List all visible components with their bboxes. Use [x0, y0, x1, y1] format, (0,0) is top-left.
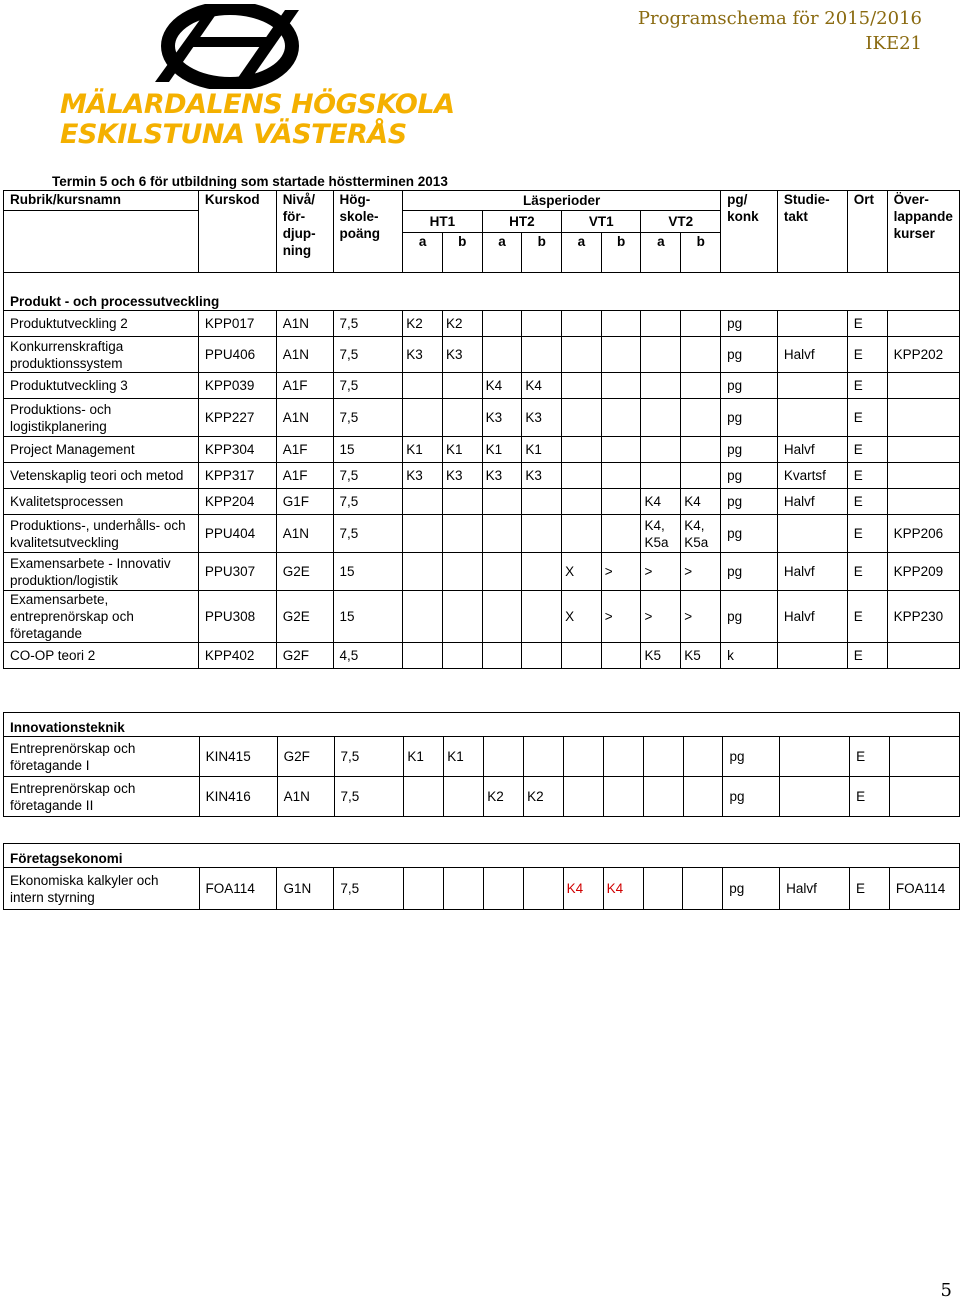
course-credits: 4,5: [333, 643, 403, 669]
course-level: G1F: [276, 489, 333, 515]
course-name: Konkurrenskraftiga produktionssystem: [4, 337, 199, 373]
course-location: E: [850, 737, 890, 777]
course-name: Project Management: [4, 437, 199, 463]
course-overlap: [887, 437, 959, 463]
period-cell: >: [601, 591, 641, 643]
course-code: KPP402: [198, 643, 276, 669]
course-row: [4, 311, 960, 337]
period-cell: [641, 437, 681, 463]
period-cell: [523, 868, 563, 910]
course-pace: [780, 737, 850, 777]
course-pace: Halvf: [777, 591, 847, 643]
period-cell: [482, 591, 522, 643]
period-cell: K1: [442, 437, 482, 463]
course-credits: 7,5: [334, 868, 404, 910]
period-cell: K5: [681, 643, 721, 669]
period-header: HT1: [403, 211, 482, 233]
course-name: Kvalitetsprocessen: [4, 489, 199, 515]
period-cell: [522, 311, 562, 337]
course-level: A1N: [276, 311, 333, 337]
period-cell: K3: [522, 463, 562, 489]
period-cell: [562, 399, 602, 437]
period-cell: [601, 643, 641, 669]
course-row: [4, 643, 960, 669]
period-cell: [442, 373, 482, 399]
course-pace: [777, 643, 847, 669]
period-cell: [562, 489, 602, 515]
course-code: KPP227: [198, 399, 276, 437]
course-grading: pg: [721, 399, 778, 437]
course-grading: pg: [721, 311, 778, 337]
period-cell: [562, 437, 602, 463]
course-credits: 15: [333, 437, 403, 463]
course-location: E: [847, 437, 887, 463]
col-kurskod: Kurskod: [198, 191, 276, 273]
col-rubrik-cont: [4, 211, 199, 233]
period-cell: [404, 777, 444, 817]
period-cell: [683, 777, 723, 817]
period-cell: [681, 311, 721, 337]
period-cell: K4: [563, 868, 603, 910]
period-cell: K3: [522, 399, 562, 437]
period-cell: K5: [641, 643, 681, 669]
period-cell: K2: [442, 311, 482, 337]
period-cell: [522, 337, 562, 373]
period-cell: >: [601, 553, 641, 591]
period-cell: [681, 373, 721, 399]
course-credits: 7,5: [334, 737, 404, 777]
course-name: Examensarbete - Innovativ produktion/logistik: [4, 553, 199, 591]
course-name: Ekonomiska kalkyler och intern styrning: [4, 868, 200, 910]
schedule-table-innovation: [3, 712, 960, 817]
col-rubrik: Rubrik/kursnamn: [4, 191, 199, 211]
period-cell: [403, 515, 443, 553]
period-cell: [524, 737, 564, 777]
period-cell: K4: [603, 868, 643, 910]
course-code: KPP039: [198, 373, 276, 399]
period-cell: [601, 311, 641, 337]
course-name: CO-OP teori 2: [4, 643, 199, 669]
period-cell: [601, 515, 641, 553]
course-name: Produktions-, underhålls- och kvalitetsutveckling: [4, 515, 199, 553]
period-cell: [562, 643, 602, 669]
course-name: Produktutveckling 2: [4, 311, 199, 337]
col-studietakt: Studie- takt: [777, 191, 847, 273]
course-grading: pg: [721, 591, 778, 643]
course-location: E: [847, 463, 887, 489]
course-code: PPU307: [198, 553, 276, 591]
course-code: KIN416: [199, 777, 277, 817]
course-location: E: [847, 337, 887, 373]
period-cell: [442, 399, 482, 437]
period-cell: [483, 868, 523, 910]
course-location: E: [847, 591, 887, 643]
course-level: A1F: [276, 373, 333, 399]
period-cell: [482, 311, 522, 337]
period-cell: [484, 737, 524, 777]
period-cell: [564, 737, 604, 777]
course-pace: Kvartsf: [777, 463, 847, 489]
course-overlap: KPP202: [887, 337, 959, 373]
period-cell: [442, 553, 482, 591]
course-code: PPU308: [198, 591, 276, 643]
course-pace: [777, 399, 847, 437]
course-grading: pg: [721, 515, 778, 553]
course-credits: 7,5: [333, 463, 403, 489]
course-overlap: [887, 399, 959, 437]
period-cell: [603, 777, 643, 817]
period-cell: [444, 777, 484, 817]
course-row: [4, 591, 960, 643]
period-header: VT2: [641, 211, 721, 233]
course-name: Vetenskaplig teori och metod: [4, 463, 199, 489]
period-cell: [562, 463, 602, 489]
period-cell: K4: [522, 373, 562, 399]
col-rubrik-cont: [4, 233, 199, 273]
period-cell: [641, 399, 681, 437]
course-credits: 7,5: [333, 399, 403, 437]
period-cell: [601, 399, 641, 437]
period-cell: K3: [442, 463, 482, 489]
period-cell: [681, 463, 721, 489]
course-grading: pg: [723, 737, 780, 777]
course-credits: 7,5: [333, 515, 403, 553]
course-code: KPP304: [198, 437, 276, 463]
period-cell: [404, 868, 444, 910]
course-pace: Halvf: [777, 489, 847, 515]
subperiod-header: a: [482, 233, 522, 273]
period-cell: [403, 373, 443, 399]
period-cell: [641, 337, 681, 373]
subperiod-header: a: [403, 233, 443, 273]
period-cell: [403, 591, 443, 643]
period-cell: >: [681, 591, 721, 643]
course-grading: pg: [721, 373, 778, 399]
course-credits: 7,5: [333, 489, 403, 515]
subperiod-header: b: [442, 233, 482, 273]
col-overlap: Över- lappande kurser: [887, 191, 959, 273]
course-pace: [777, 311, 847, 337]
period-cell: K3: [482, 399, 522, 437]
course-level: G1N: [277, 868, 334, 910]
course-grading: pg: [723, 777, 780, 817]
group-row: [4, 273, 960, 311]
period-cell: [641, 311, 681, 337]
period-cell: K1: [403, 437, 443, 463]
period-cell: [601, 373, 641, 399]
period-cell: [482, 515, 522, 553]
course-location: E: [847, 489, 887, 515]
period-cell: [442, 643, 482, 669]
course-code: KPP017: [198, 311, 276, 337]
period-cell: K4: [641, 489, 681, 515]
period-cell: [601, 337, 641, 373]
period-cell: [522, 591, 562, 643]
period-cell: [442, 591, 482, 643]
period-cell: [601, 489, 641, 515]
course-level: A1N: [276, 337, 333, 373]
period-cell: K4, K5a: [641, 515, 681, 553]
period-cell: K1: [404, 737, 444, 777]
course-grading: k: [721, 643, 778, 669]
period-cell: [562, 515, 602, 553]
course-pace: Halvf: [777, 337, 847, 373]
period-cell: [522, 489, 562, 515]
course-grading: pg: [721, 463, 778, 489]
document-header: [638, 6, 922, 56]
course-overlap: [887, 489, 959, 515]
period-cell: [683, 737, 723, 777]
course-overlap: KPP209: [887, 553, 959, 591]
course-name: Produktutveckling 3: [4, 373, 199, 399]
col-ort: Ort: [847, 191, 887, 273]
subperiod-header: b: [681, 233, 721, 273]
period-cell: [522, 515, 562, 553]
course-level: A1F: [276, 463, 333, 489]
course-location: E: [847, 553, 887, 591]
course-level: A1N: [277, 777, 334, 817]
course-level: A1F: [276, 437, 333, 463]
course-row: [4, 777, 960, 817]
course-overlap: [887, 373, 959, 399]
course-grading: pg: [721, 437, 778, 463]
course-grading: pg: [723, 868, 780, 910]
course-code: FOA114: [199, 868, 277, 910]
course-overlap: [887, 311, 959, 337]
period-cell: [403, 489, 443, 515]
course-name: Produktions- och logistikplanering: [4, 399, 199, 437]
section-title: Termin 5 och 6 för utbildning som startade höstterminen 2013: [52, 174, 448, 189]
schedule-table-business: [3, 843, 960, 910]
group-row: [4, 844, 960, 868]
course-pace: Halvf: [777, 553, 847, 591]
period-cell: K3: [482, 463, 522, 489]
period-cell: K3: [403, 337, 443, 373]
group-title: Produkt - och processutveckling: [4, 273, 960, 311]
course-location: E: [850, 777, 890, 817]
course-row: [4, 553, 960, 591]
course-overlap: KPP206: [887, 515, 959, 553]
course-location: E: [847, 373, 887, 399]
period-cell: [403, 553, 443, 591]
period-cell: K1: [522, 437, 562, 463]
course-credits: 7,5: [333, 337, 403, 373]
course-code: KIN415: [199, 737, 277, 777]
course-location: E: [847, 399, 887, 437]
course-overlap: FOA114: [889, 868, 959, 910]
col-pgkonk: pg/ konk: [721, 191, 778, 273]
period-cell: [641, 373, 681, 399]
period-cell: K3: [442, 337, 482, 373]
period-cell: [564, 777, 604, 817]
group-title: Företagsekonomi: [4, 844, 960, 868]
program-code: IKE21: [865, 33, 922, 54]
course-location: E: [847, 515, 887, 553]
period-cell: [681, 337, 721, 373]
period-cell: [482, 489, 522, 515]
period-header: VT1: [562, 211, 641, 233]
period-cell: K1: [444, 737, 484, 777]
period-cell: [562, 311, 602, 337]
period-cell: [643, 868, 683, 910]
course-grading: pg: [721, 553, 778, 591]
course-grading: pg: [721, 337, 778, 373]
course-credits: 7,5: [333, 373, 403, 399]
period-cell: [522, 553, 562, 591]
course-location: E: [847, 311, 887, 337]
period-cell: [643, 737, 683, 777]
period-cell: [403, 399, 443, 437]
course-credits: 15: [333, 553, 403, 591]
course-level: G2E: [276, 553, 333, 591]
page-number: 5: [940, 1280, 952, 1301]
period-cell: [562, 373, 602, 399]
period-cell: [442, 489, 482, 515]
course-overlap: [887, 643, 959, 669]
course-level: A1N: [276, 399, 333, 437]
course-level: G2F: [277, 737, 334, 777]
subperiod-header: b: [601, 233, 641, 273]
col-hp: Hög- skole- poäng: [333, 191, 403, 273]
period-cell: X: [562, 553, 602, 591]
course-pace: [780, 777, 850, 817]
university-logo: [60, 4, 455, 154]
course-name: Entreprenörskap och företagande II: [4, 777, 200, 817]
course-code: KPP317: [198, 463, 276, 489]
logo-text-line1: MÄLARDALENS HÖGSKOLA: [60, 89, 455, 120]
period-header: HT2: [482, 211, 561, 233]
course-level: A1N: [276, 515, 333, 553]
period-cell: K4: [681, 489, 721, 515]
period-cell: [482, 337, 522, 373]
course-row: [4, 868, 960, 910]
period-cell: [403, 643, 443, 669]
course-pace: [777, 515, 847, 553]
subperiod-header: a: [641, 233, 681, 273]
period-cell: X: [562, 591, 602, 643]
logo-mark-icon: [135, 4, 315, 89]
period-cell: [522, 643, 562, 669]
course-overlap: [890, 777, 960, 817]
period-cell: K2: [524, 777, 564, 817]
period-cell: K4, K5a: [681, 515, 721, 553]
period-cell: [562, 337, 602, 373]
subperiod-header: b: [522, 233, 562, 273]
course-row: [4, 373, 960, 399]
period-cell: [641, 463, 681, 489]
course-location: E: [850, 868, 890, 910]
course-row: [4, 489, 960, 515]
course-row: [4, 399, 960, 437]
period-cell: K1: [482, 437, 522, 463]
schedule-table: [3, 190, 960, 669]
course-name: Examensarbete, entreprenörskap och företagande: [4, 591, 199, 643]
course-pace: [777, 373, 847, 399]
course-code: KPP204: [198, 489, 276, 515]
period-cell: [442, 515, 482, 553]
period-cell: [683, 868, 723, 910]
period-cell: [482, 643, 522, 669]
course-row: [4, 437, 960, 463]
group-title: Innovationsteknik: [4, 713, 960, 737]
course-overlap: [890, 737, 960, 777]
period-cell: K3: [403, 463, 443, 489]
course-credits: 7,5: [334, 777, 404, 817]
period-cell: K4: [482, 373, 522, 399]
course-overlap: [887, 463, 959, 489]
course-location: E: [847, 643, 887, 669]
course-credits: 15: [333, 591, 403, 643]
logo-text-line2: ESKILSTUNA VÄSTERÅS: [60, 119, 407, 150]
course-pace: Halvf: [777, 437, 847, 463]
subperiod-header: a: [562, 233, 602, 273]
period-cell: [601, 437, 641, 463]
period-cell: [601, 463, 641, 489]
period-cell: [482, 553, 522, 591]
group-row: [4, 713, 960, 737]
course-pace: Halvf: [780, 868, 850, 910]
col-lasperioder: Läsperioder: [403, 191, 721, 211]
period-cell: [603, 737, 643, 777]
course-row: [4, 337, 960, 373]
period-cell: >: [641, 591, 681, 643]
period-cell: >: [641, 553, 681, 591]
period-cell: [681, 399, 721, 437]
course-row: [4, 515, 960, 553]
course-level: G2F: [276, 643, 333, 669]
period-cell: K2: [403, 311, 443, 337]
course-name: Entreprenörskap och företagande I: [4, 737, 200, 777]
period-cell: >: [681, 553, 721, 591]
course-overlap: KPP230: [887, 591, 959, 643]
course-code: PPU406: [198, 337, 276, 373]
course-code: PPU404: [198, 515, 276, 553]
course-grading: pg: [721, 489, 778, 515]
period-cell: [444, 868, 484, 910]
period-cell: [643, 777, 683, 817]
header-row: [4, 191, 960, 211]
period-cell: K2: [484, 777, 524, 817]
course-row: [4, 737, 960, 777]
period-cell: [681, 437, 721, 463]
course-credits: 7,5: [333, 311, 403, 337]
course-level: G2E: [276, 591, 333, 643]
course-row: [4, 463, 960, 489]
col-niva: Nivå/ för- djup- ning: [276, 191, 333, 273]
document-title: Programschema för 2015/2016: [637, 8, 922, 29]
